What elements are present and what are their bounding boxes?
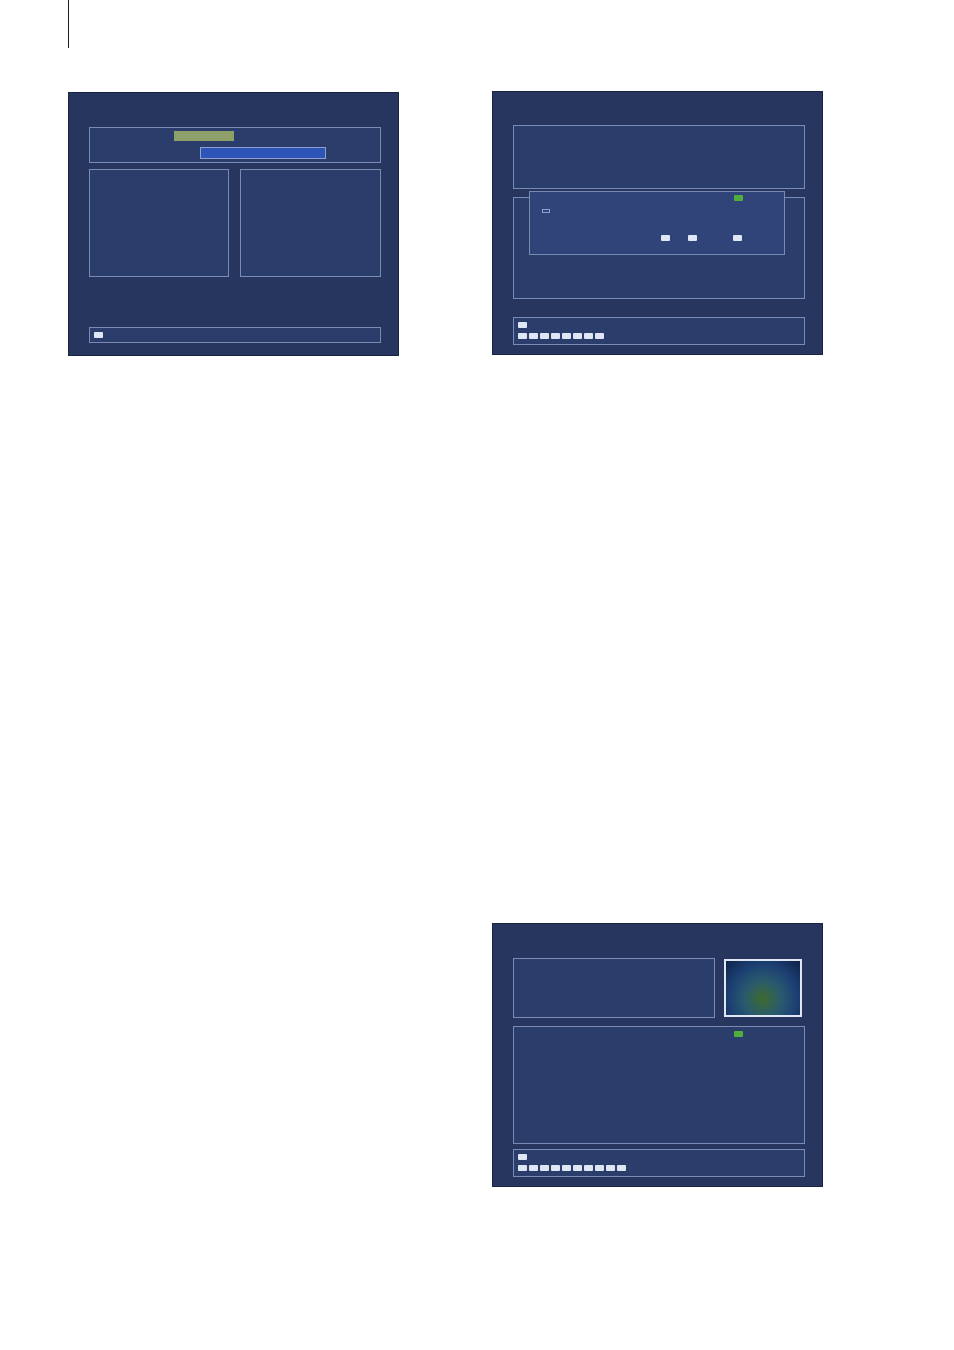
selected-panel xyxy=(240,169,381,277)
footer-line-1 xyxy=(518,321,529,329)
media-select[interactable] xyxy=(174,131,234,141)
dialog-options-button[interactable] xyxy=(688,234,699,242)
dialog-change[interactable] xyxy=(734,194,745,202)
footer-text xyxy=(94,331,105,339)
footer-line-1 xyxy=(518,1153,529,1161)
photo-archives-screenshot xyxy=(492,923,823,1187)
header-rule xyxy=(68,0,69,48)
estimated-space-bar xyxy=(200,147,326,159)
footer-bar xyxy=(513,1149,805,1177)
dialog-cancel-button[interactable] xyxy=(733,234,744,242)
footer-line-2 xyxy=(518,332,606,340)
footer-line-2 xyxy=(518,1164,628,1172)
audio-archives-screenshot xyxy=(492,91,823,355)
import-dialog xyxy=(529,191,785,255)
footer-bar xyxy=(513,317,805,345)
footer-bar xyxy=(89,327,381,343)
album-panel xyxy=(513,958,715,1018)
change-button[interactable] xyxy=(734,1030,745,1038)
dialog-message xyxy=(542,209,550,213)
dialog-ok-button[interactable] xyxy=(661,234,672,242)
right-column-top xyxy=(492,388,898,430)
display-label xyxy=(530,1030,534,1038)
audio-selection-screenshot xyxy=(68,92,399,356)
left-column xyxy=(68,388,476,430)
all-titles-panel xyxy=(89,169,229,277)
media-panel xyxy=(89,127,381,163)
albums-panel xyxy=(513,1026,805,1144)
album-thumbnail xyxy=(724,959,802,1017)
album-info-panel xyxy=(513,125,805,189)
